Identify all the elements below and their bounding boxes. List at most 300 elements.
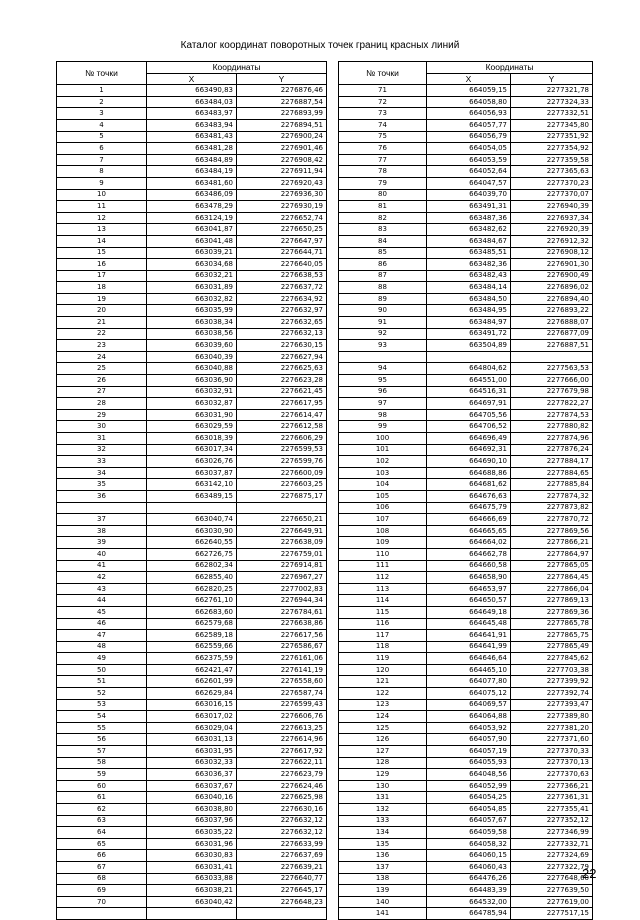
point-number-cell: 54 [57,711,147,723]
table-row [339,502,593,514]
point-number-cell: 118 [339,641,427,653]
y-coordinate-cell: 2277865,75 [511,630,593,642]
x-coordinate-cell: 663037,96 [147,815,237,827]
y-coordinate-cell: 2276558,60 [237,676,327,688]
y-coordinate-cell: 2277393,47 [511,699,593,711]
table-row [339,363,593,375]
point-number-cell: 22 [57,328,147,340]
table-row [339,688,593,700]
point-number-cell: 114 [339,595,427,607]
x-coordinate-cell: 663038,21 [147,885,237,897]
y-coordinate-cell: 2277884,17 [511,456,593,468]
x-coordinate-cell: 663484,89 [147,154,237,166]
point-number-cell: 50 [57,664,147,676]
y-coordinate-cell: 2276901,46 [237,143,327,155]
y-coordinate-cell: 2276944,34 [237,595,327,607]
point-number-cell: 84 [339,235,427,247]
table-row [57,560,327,572]
x-coordinate-cell: 663482,43 [427,270,511,282]
x-coordinate-cell: 663016,15 [147,699,237,711]
y-coordinate-cell: 2277354,92 [511,143,593,155]
point-number-cell: 21 [57,317,147,329]
header-x: X [427,73,511,85]
table-row [57,827,327,839]
table-row [339,351,593,363]
point-number-cell: 75 [339,131,427,143]
table-row [339,804,593,816]
point-number-cell: 139 [339,885,427,897]
x-coordinate-cell: 663026,76 [147,456,237,468]
point-number-cell: 46 [57,618,147,630]
y-coordinate-cell: 2277885,84 [511,479,593,491]
point-number-cell: 124 [339,711,427,723]
table-row [57,583,327,595]
x-coordinate-cell: 664665,65 [427,525,511,537]
header-coordinates: Координаты [427,62,593,74]
table-row [339,444,593,456]
x-coordinate-cell: 663032,21 [147,270,237,282]
x-coordinate-cell: 662421,47 [147,664,237,676]
x-coordinate-cell: 663142,10 [147,479,237,491]
y-coordinate-cell: 2276603,25 [237,479,327,491]
table-row [57,676,327,688]
point-number-cell: 27 [57,386,147,398]
table-row [57,154,327,166]
x-coordinate-cell [427,351,511,363]
point-number-cell: 60 [57,780,147,792]
point-number-cell: 79 [339,177,427,189]
x-coordinate-cell: 662589,18 [147,630,237,642]
y-coordinate-cell: 2276617,92 [237,746,327,758]
y-coordinate-cell: 2277381,20 [511,722,593,734]
y-coordinate-cell: 2276624,46 [237,780,327,792]
point-number-cell: 30 [57,421,147,433]
y-coordinate-cell: 2276967,27 [237,572,327,584]
header-y: Y [237,73,327,85]
table-row [57,409,327,421]
y-coordinate-cell: 2277866,04 [511,583,593,595]
table-row [339,722,593,734]
table-row [339,757,593,769]
point-number-cell: 8 [57,166,147,178]
y-coordinate-cell [511,351,593,363]
y-coordinate-cell: 2276930,19 [237,201,327,213]
y-coordinate-cell: 2276900,24 [237,131,327,143]
point-number-cell: 40 [57,548,147,560]
table-row [339,861,593,873]
point-number-cell: 59 [57,769,147,781]
x-coordinate-cell: 664069,57 [427,699,511,711]
table-row [57,212,327,224]
point-number-cell: 55 [57,722,147,734]
point-number-cell: 15 [57,247,147,259]
point-number-cell: 26 [57,375,147,387]
table-row [339,189,593,201]
point-number-cell: 136 [339,850,427,862]
point-number-cell: 10 [57,189,147,201]
x-coordinate-cell: 663035,22 [147,827,237,839]
table-row [339,548,593,560]
point-number-cell: 103 [339,467,427,479]
point-number-cell: 125 [339,722,427,734]
x-coordinate-cell: 663485,51 [427,247,511,259]
point-number-cell: 131 [339,792,427,804]
y-coordinate-cell: 2277346,99 [511,827,593,839]
table-row [339,409,593,421]
x-coordinate-cell: 663484,14 [427,282,511,294]
point-number-cell: 98 [339,409,427,421]
x-coordinate-cell: 662820,25 [147,583,237,595]
table-row [57,340,327,352]
point-number-cell: 71 [339,85,427,97]
point-number-cell: 126 [339,734,427,746]
point-number-cell: 37 [57,514,147,526]
x-coordinate-cell: 664653,97 [427,583,511,595]
x-coordinate-cell: 663478,29 [147,201,237,213]
x-coordinate-cell: 662640,55 [147,537,237,549]
y-coordinate-cell: 2277648,60 [511,873,593,885]
x-coordinate-cell: 662601,99 [147,676,237,688]
y-coordinate-cell: 2277352,12 [511,815,593,827]
table-row [339,583,593,595]
x-coordinate-cell: 664048,56 [427,769,511,781]
table-row [339,525,593,537]
y-coordinate-cell: 2276632,12 [237,827,327,839]
x-coordinate-cell: 664054,25 [427,792,511,804]
table-row [339,259,593,271]
point-number-cell: 36 [57,490,147,502]
y-coordinate-cell: 2276937,34 [511,212,593,224]
table-row [339,201,593,213]
point-number-cell: 109 [339,537,427,549]
y-coordinate-cell: 2276896,02 [511,282,593,294]
point-number-cell: 86 [339,259,427,271]
table-row [339,873,593,885]
y-coordinate-cell: 2277563,53 [511,363,593,375]
point-number-cell: 9 [57,177,147,189]
table-row [339,514,593,526]
table-row [339,317,593,329]
table-row [57,699,327,711]
x-coordinate-cell: 663484,67 [427,235,511,247]
table-row [57,317,327,329]
x-coordinate-cell: 664054,05 [427,143,511,155]
table-row [57,804,327,816]
table-row [57,224,327,236]
point-number-cell: 44 [57,595,147,607]
table-row [57,96,327,108]
x-coordinate-cell: 663124,19 [147,212,237,224]
table-row [57,201,327,213]
x-coordinate-cell: 664641,91 [427,630,511,642]
table-row [57,769,327,781]
table-row [339,641,593,653]
x-coordinate-cell: 664057,19 [427,746,511,758]
table-row [339,711,593,723]
table-row [57,421,327,433]
table-row [339,838,593,850]
y-coordinate-cell: 2277345,80 [511,119,593,131]
point-number-cell: 80 [339,189,427,201]
table-row [339,119,593,131]
x-coordinate-cell: 663035,99 [147,305,237,317]
x-coordinate-cell: 664641,99 [427,641,511,653]
x-coordinate-cell: 664697,91 [427,398,511,410]
table-row [339,630,593,642]
table-row [339,247,593,259]
x-coordinate-cell: 664532,00 [427,896,511,908]
y-coordinate-cell: 2277359,58 [511,154,593,166]
x-coordinate-cell: 664059,58 [427,827,511,839]
point-number-cell: 82 [339,212,427,224]
y-coordinate-cell: 2276599,53 [237,444,327,456]
point-number-cell: 29 [57,409,147,421]
table-row [57,270,327,282]
x-coordinate-cell: 663040,39 [147,351,237,363]
point-number-cell: 63 [57,815,147,827]
table-row [339,96,593,108]
y-coordinate-cell: 2276587,74 [237,688,327,700]
x-coordinate-cell: 664060,15 [427,850,511,862]
y-coordinate-cell: 2277874,53 [511,409,593,421]
x-coordinate-cell: 663032,33 [147,757,237,769]
x-coordinate-cell: 664056,93 [427,108,511,120]
table-row [339,792,593,804]
point-number-cell: 137 [339,861,427,873]
x-coordinate-cell: 664785,94 [427,908,511,920]
table-row [339,560,593,572]
point-number-cell: 42 [57,572,147,584]
y-coordinate-cell: 2276599,43 [237,699,327,711]
table-row [339,746,593,758]
table-row [339,595,593,607]
point-number-cell: 11 [57,201,147,213]
point-number-cell: 76 [339,143,427,155]
y-coordinate-cell: 2276894,51 [237,119,327,131]
table-row [339,421,593,433]
table-row [339,282,593,294]
y-coordinate-cell: 2276632,65 [237,317,327,329]
table-row [57,548,327,560]
y-coordinate-cell: 2276914,81 [237,560,327,572]
y-coordinate-cell: 2277366,21 [511,780,593,792]
y-coordinate-cell: 2276877,09 [511,328,593,340]
y-coordinate-cell: 2276632,97 [237,305,327,317]
header-point-number: № точки [57,62,147,85]
y-coordinate-cell: 2277324,33 [511,96,593,108]
y-coordinate-cell: 2276634,92 [237,293,327,305]
y-coordinate-cell: 2276623,28 [237,375,327,387]
table-row [339,479,593,491]
y-coordinate-cell: 2276606,76 [237,711,327,723]
y-coordinate-cell: 2276614,96 [237,734,327,746]
x-coordinate-cell: 664057,90 [427,734,511,746]
x-coordinate-cell: 663038,56 [147,328,237,340]
point-number-cell: 58 [57,757,147,769]
table-row [339,699,593,711]
y-coordinate-cell: 2276647,97 [237,235,327,247]
y-coordinate-cell: 2276637,69 [237,850,327,862]
point-number-cell: 91 [339,317,427,329]
table-row [339,177,593,189]
x-coordinate-cell: 663032,87 [147,398,237,410]
point-number-cell: 25 [57,363,147,375]
table-row [57,456,327,468]
table-row [57,85,327,97]
point-number-cell: 16 [57,259,147,271]
y-coordinate-cell: 2276637,72 [237,282,327,294]
point-number-cell: 83 [339,224,427,236]
point-number-cell: 97 [339,398,427,410]
y-coordinate-cell: 2277876,24 [511,444,593,456]
y-coordinate-cell: 2277370,07 [511,189,593,201]
y-coordinate-cell: 2276649,91 [237,525,327,537]
table-row [339,398,593,410]
y-coordinate-cell: 2277679,98 [511,386,593,398]
table-row [339,490,593,502]
point-number-cell: 57 [57,746,147,758]
y-coordinate-cell: 2276141,19 [237,664,327,676]
point-number-cell: 1 [57,85,147,97]
y-coordinate-cell: 2277324,69 [511,850,593,862]
y-coordinate-cell: 2276627,94 [237,351,327,363]
y-coordinate-cell: 2277371,60 [511,734,593,746]
table-row [57,641,327,653]
point-number-cell: 85 [339,247,427,259]
x-coordinate-cell: 663039,60 [147,340,237,352]
y-coordinate-cell: 2276621,45 [237,386,327,398]
table-row [339,850,593,862]
table-row [57,873,327,885]
y-coordinate-cell: 2276644,71 [237,247,327,259]
x-coordinate-cell: 663504,89 [427,340,511,352]
point-number-cell: 87 [339,270,427,282]
table-row [57,606,327,618]
x-coordinate-cell: 662726,75 [147,548,237,560]
point-number-cell: 123 [339,699,427,711]
point-number-cell: 130 [339,780,427,792]
point-number-cell [339,351,427,363]
point-number-cell: 100 [339,433,427,445]
x-coordinate-cell: 664064,88 [427,711,511,723]
y-coordinate-cell: 2276911,94 [237,166,327,178]
point-number-cell: 113 [339,583,427,595]
point-number-cell: 67 [57,861,147,873]
point-number-cell: 88 [339,282,427,294]
x-coordinate-cell: 663491,31 [427,201,511,213]
point-number-cell: 52 [57,688,147,700]
y-coordinate-cell: 2277361,31 [511,792,593,804]
x-coordinate-cell: 664646,64 [427,653,511,665]
x-coordinate-cell: 663031,95 [147,746,237,758]
table-row [339,572,593,584]
table-row [57,479,327,491]
y-coordinate-cell: 2276161,06 [237,653,327,665]
x-coordinate-cell: 662375,59 [147,653,237,665]
point-number-cell: 89 [339,293,427,305]
point-number-cell: 66 [57,850,147,862]
y-coordinate-cell: 2277874,96 [511,433,593,445]
point-number-cell: 132 [339,804,427,816]
table-row [57,664,327,676]
point-number-cell: 134 [339,827,427,839]
y-coordinate-cell: 2277332,71 [511,838,593,850]
point-number-cell: 99 [339,421,427,433]
y-coordinate-cell: 2277864,45 [511,572,593,584]
table-row [57,351,327,363]
table-row [339,433,593,445]
table-row [57,490,327,502]
y-coordinate-cell: 2277870,72 [511,514,593,526]
x-coordinate-cell: 664054,85 [427,804,511,816]
x-coordinate-cell: 664666,69 [427,514,511,526]
page-title: Каталог координат поворотных точек границ красных линий [180,40,460,51]
table-row [339,85,593,97]
table-row [57,734,327,746]
point-number-cell: 95 [339,375,427,387]
x-coordinate-cell: 663032,91 [147,386,237,398]
y-coordinate-cell: 2277517,15 [511,908,593,920]
y-coordinate-cell: 2276625,98 [237,792,327,804]
x-coordinate-cell: 664056,79 [427,131,511,143]
y-coordinate-cell: 2276640,77 [237,873,327,885]
x-coordinate-cell: 663490,83 [147,85,237,97]
coordinates-table-left [56,61,327,920]
table-row [57,444,327,456]
table-row [339,606,593,618]
y-coordinate-cell: 2276613,25 [237,722,327,734]
table-row [57,757,327,769]
table-row [57,908,327,920]
y-coordinate-cell: 2277355,41 [511,804,593,816]
y-coordinate-cell: 2277639,50 [511,885,593,897]
x-coordinate-cell: 663482,62 [427,224,511,236]
x-coordinate-cell: 663031,89 [147,282,237,294]
table-row [339,908,593,920]
x-coordinate-cell: 662683,60 [147,606,237,618]
point-number-cell: 96 [339,386,427,398]
x-coordinate-cell: 664059,15 [427,85,511,97]
y-coordinate-cell: 2276908,42 [237,154,327,166]
point-number-cell: 53 [57,699,147,711]
table-row [339,166,593,178]
point-number-cell: 51 [57,676,147,688]
point-number-cell: 115 [339,606,427,618]
y-coordinate-cell: 2276622,11 [237,757,327,769]
y-coordinate-cell: 2277370,13 [511,757,593,769]
point-number-cell: 6 [57,143,147,155]
x-coordinate-cell: 662855,40 [147,572,237,584]
x-coordinate-cell: 663482,36 [427,259,511,271]
x-coordinate-cell: 664706,52 [427,421,511,433]
x-coordinate-cell: 663484,97 [427,317,511,329]
x-coordinate-cell: 663040,74 [147,514,237,526]
y-coordinate-cell: 2276650,25 [237,224,327,236]
table-row [57,259,327,271]
table-row [57,630,327,642]
x-coordinate-cell [147,908,237,920]
table-row [57,305,327,317]
table-row [57,177,327,189]
y-coordinate-cell: 2276652,74 [237,212,327,224]
y-coordinate-cell: 2276606,29 [237,433,327,445]
point-number-cell: 65 [57,838,147,850]
x-coordinate-cell: 664516,31 [427,386,511,398]
y-coordinate-cell: 2276894,40 [511,293,593,305]
table-row [57,398,327,410]
point-number-cell: 138 [339,873,427,885]
table-row [339,467,593,479]
